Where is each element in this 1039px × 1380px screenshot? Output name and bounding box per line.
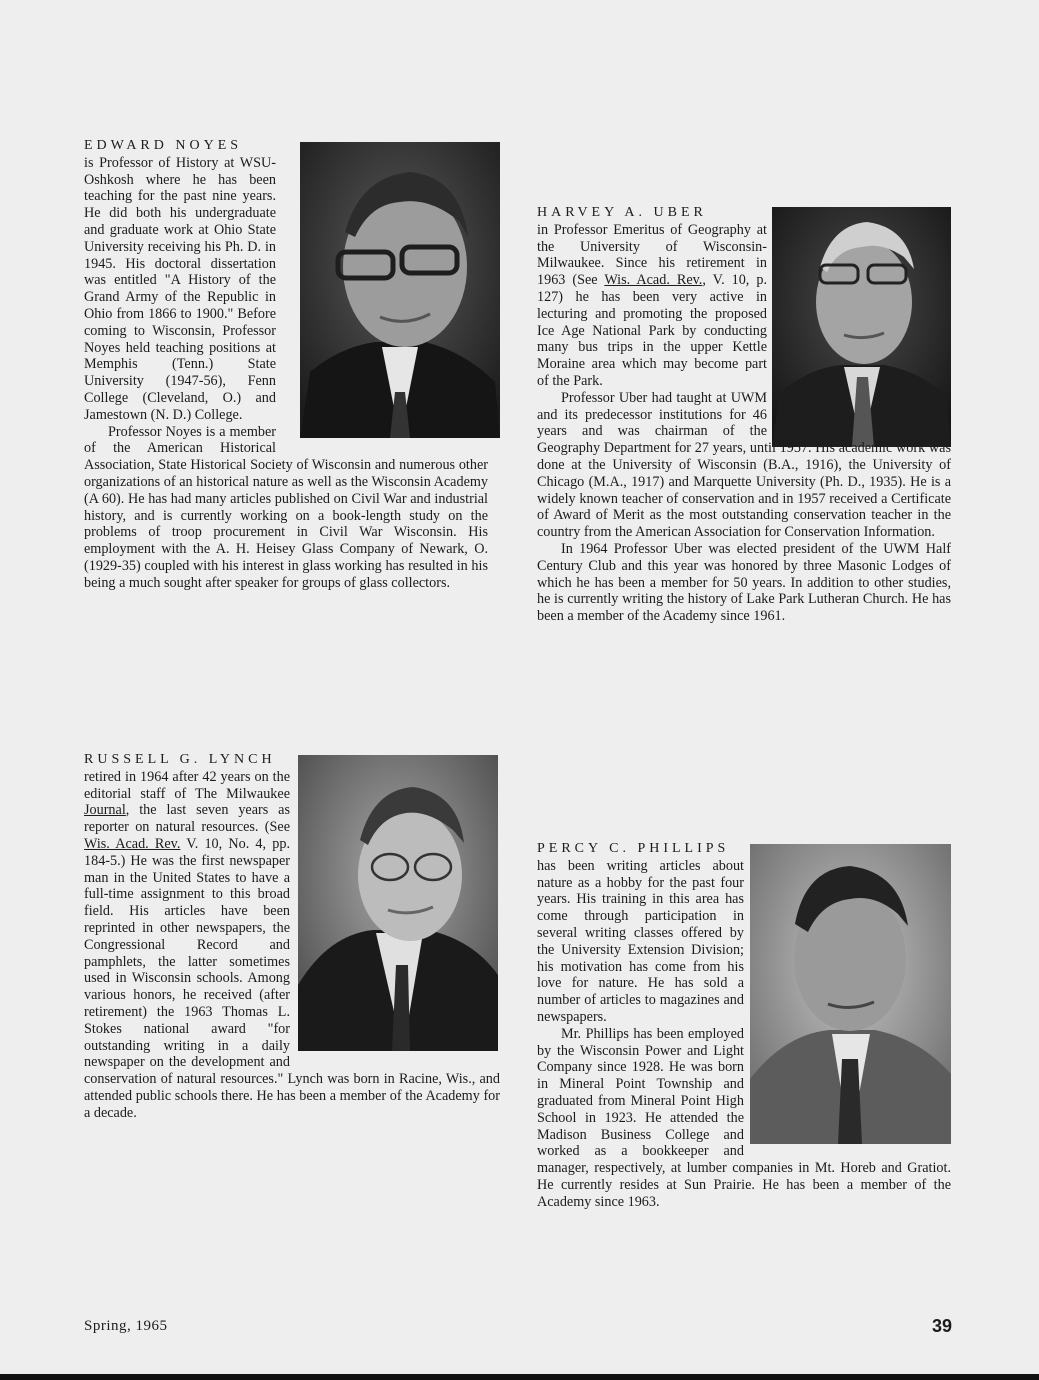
- bio-paragraph: has been writing articles about nature as a hobby for the past four years. His training in this area has come through participation in several writing classes offered by the University Extension Division; his motivation has come from his love for nature. He has sold a number of articles to magazines and newspapers.: [537, 857, 744, 1025]
- bio-paragraph: is Professor of History at WSU-Oshkosh where he has been teaching for the past nine years. He did both his undergraduate and graduate work at Ohio State University receiving his Ph. D. in 1945. His doctoral dissertation was entitled "A History of the Grand Army of the Republic in Ohio from 1866 to 1900." Before coming to Wisconsin, Professor Noyes held teaching positions at Memphis (Tenn.) State University (1947-56), Fenn College (Cleveland, O.) and Jamestown (N. D.) College.: [84, 154, 276, 423]
- bio-name: EDWARD NOYES: [84, 138, 243, 153]
- bio-paragraph: In 1964 Professor Uber was elected president of the UWM Half Century Club and this year was honored by three Masonic Lodges of which he has been a member for 50 years. In addition to other studies, he is currently writing the history of Lake Park Lutheran Church. He has been a member of the Academy since 1961.: [537, 540, 951, 625]
- bio-name: HARVEY A. UBER: [537, 205, 707, 220]
- photo-spacer: [767, 208, 951, 434]
- bio-text: V. 10, No. 4, pp. 184-5.) He was the first newspaper man in the United States to have a full-time assignment to this broad field. His articles have been reprinted in other newspapers, the Congressional Record and pamphlets, the latter sometimes used in Wisconsin schools. Among various honors, he received (after retirement) the 1963 Thomas L. Stokes national award "for outstanding writing in a daily newspaper on the development and conservation of natural resources." Lynch was born in Racine, Wis., and attended public schools there. He has been a member of the Academy for a decade.: [84, 835, 500, 1121]
- photo-spacer: [276, 138, 488, 444]
- bio-edward-noyes: [84, 137, 488, 592]
- bio-paragraph: Professor Uber had taught at UWM and its predecessor institutions for 46 years and was chairman of the Geography Department for 27 years, until 1957. His academic work was done at the University of Wisconsin (B.A., 1916), the University of Chicago (M.A., 1917) and Marquette University (Ph. D., 1935). He is a widely known teacher of conservation and in 1957 received a Certificate of Award of Merit as the most outstanding conservation teacher in the country from the American Association for Conservation Information.: [537, 389, 951, 541]
- bio-citation: Wis. Acad. Rev.: [84, 835, 181, 852]
- issue-date: Spring, 1965: [84, 1318, 168, 1334]
- bio-russell-lynch: [84, 751, 500, 1122]
- bio-percy-phillips: [537, 840, 951, 1211]
- bio-text: , the last seven years as reporter on natural resources. (See: [84, 802, 290, 836]
- bio-text: retired in 1964 after 42 years on the editorial staff of The Milwaukee: [84, 768, 290, 802]
- bio-text: in Professor Emeritus of Geography at the University of Wisconsin-Milwaukee. Since his retirement in 1963 (See: [537, 221, 767, 289]
- scan-edge: [0, 1374, 1039, 1380]
- bio-name: PERCY C. PHILLIPS: [537, 841, 730, 856]
- bio-text: , V. 10, p. 127) he has been very active in lecturing and promoting the proposed Ice Age National Park by conducting many bus trips in the upper Kettle Moraine area which may become part of the Park.: [537, 272, 767, 389]
- bio-journal: Journal: [84, 802, 126, 819]
- photo-spacer: [290, 755, 500, 1055]
- bio-harvey-uber: [537, 204, 951, 625]
- page-number: 39: [932, 1316, 953, 1336]
- bio-citation: Wis. Acad. Rev.: [604, 272, 703, 289]
- bio-name: RUSSELL G. LYNCH: [84, 752, 276, 767]
- bio-paragraph: Professor Noyes is a member of the American Historical Association, State Historical Society of Wisconsin and numerous other organizations of an historical nature as well as the Wisconsin Academy (A 60). He has had many articles published on Civil War and industrial history, and is currently working on a book-length study on the problems of troop procurement in Civil War Wisconsin. His employment with the A. H. Heisey Glass Company of Newark, O. (1929-35) coupled with his interest in glass working has resulted in his being a much sought after speaker for groups of glass collectors.: [84, 423, 488, 591]
- photo-spacer: [744, 844, 951, 1146]
- bio-paragraph: Mr. Phillips has been employed by the Wisconsin Power and Light Company since 1928. He was born in Mineral Point Township and graduated from Mineral Point High School in 1923. He attended the Madison Business College and worked as a bookkeeper and manager, respectively, at lumber companies in Mt. Horeb and Gratiot. He currently resides at Sun Prairie. He has been a member of the Academy since 1963.: [537, 1025, 951, 1210]
